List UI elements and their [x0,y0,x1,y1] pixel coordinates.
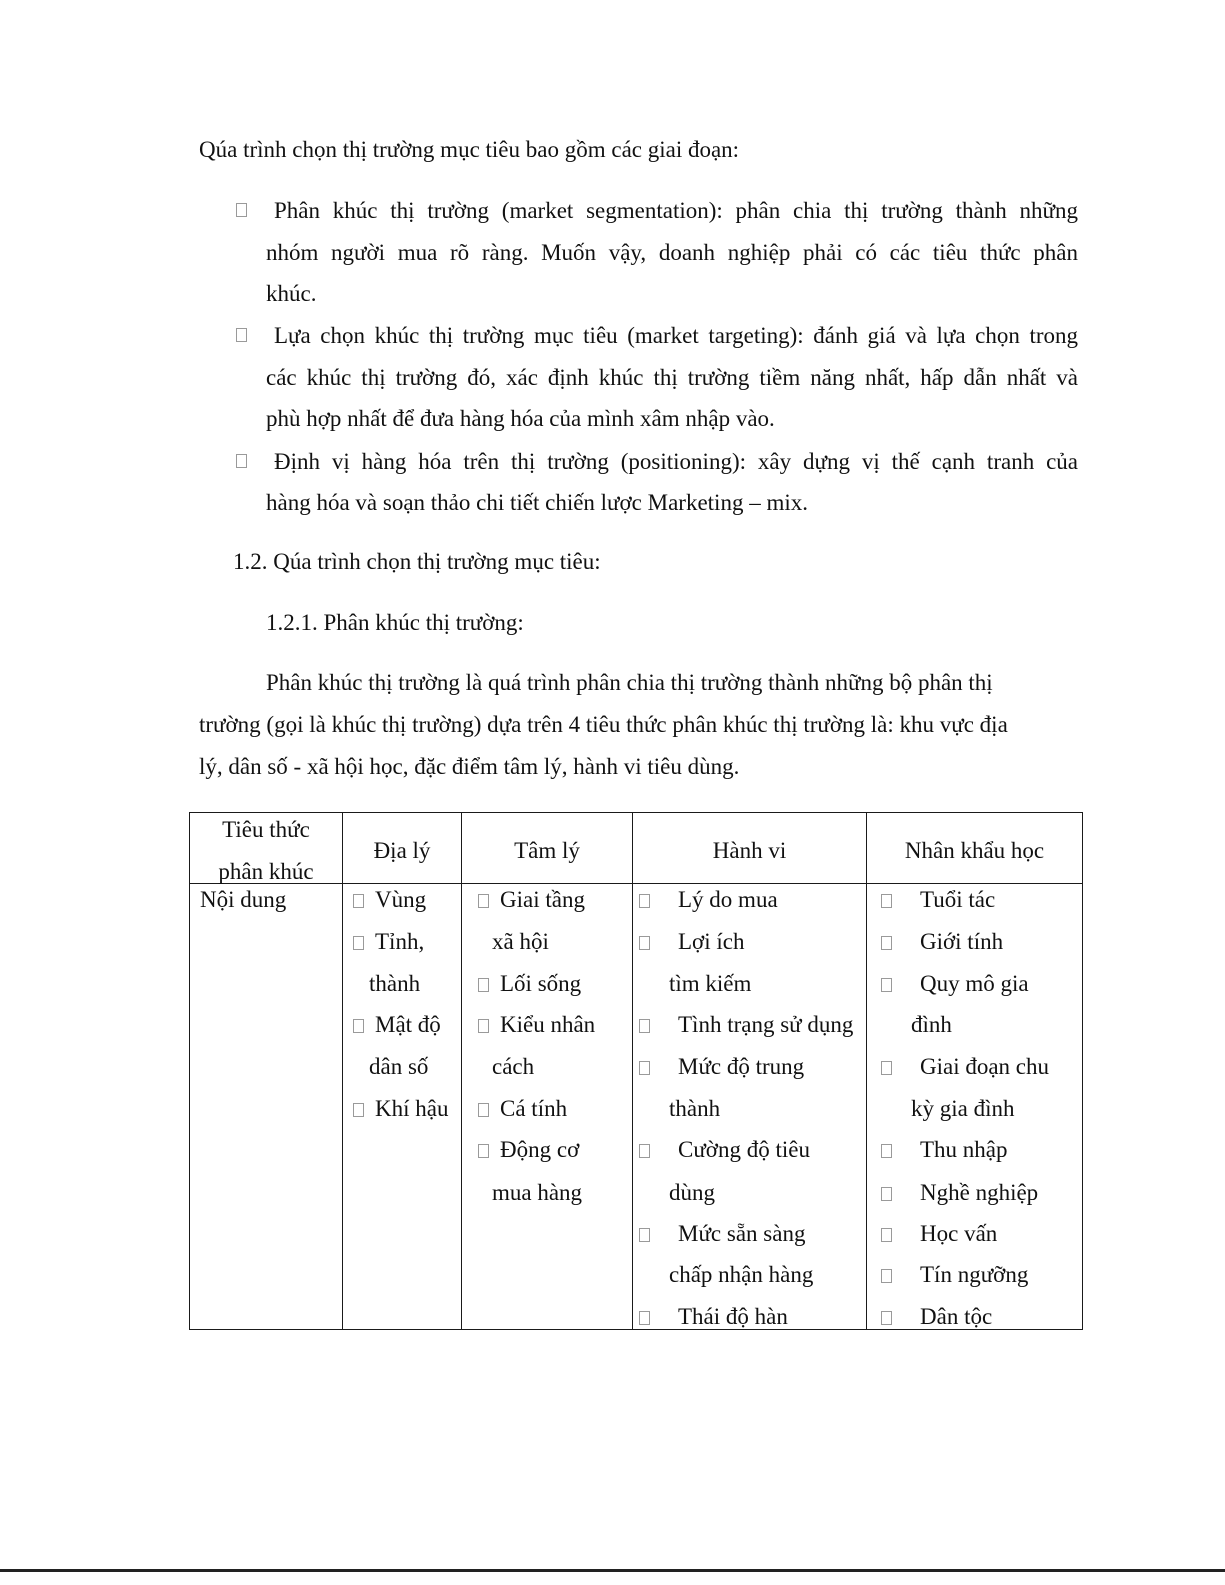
bullet-line: các khúc thị trường đó, xác định khúc thị trường tiềm năng nhất, hấp dẫn nhất và [266,365,1078,390]
list-item: Mức sẵn sàng [639,1222,805,1245]
checkbox-icon [478,1019,489,1033]
segmentation-table [189,812,1083,1330]
list-item-continuation: mua hàng [492,1180,583,1205]
checkbox-icon [236,454,247,468]
list-item: Vùng [353,888,426,911]
page-bottom-rule [0,1569,1225,1572]
list-item: Tín ngưỡng [881,1263,1028,1286]
row-label: Nội dung [200,887,287,912]
header-psy-label: Tâm lý [514,838,580,863]
bullet-line: nhóm người mua rõ ràng. Muốn vậy, doanh nghiệp phải có các tiêu thức phân [266,240,1078,265]
checkbox-icon [881,936,892,950]
header-criteria-line1: Tiêu thức [222,817,310,842]
list-item: Lối sống [478,972,581,995]
header-criteria [190,813,343,884]
checkbox-icon [478,894,489,908]
list-item-continuation: kỳ gia đình [911,1096,1015,1121]
checkbox-icon [236,203,247,217]
list-item-continuation: dân số [369,1054,429,1079]
list-item: Cá tính [478,1097,567,1120]
checkbox-icon [881,1269,892,1283]
checkbox-icon [353,1019,364,1033]
list-item: Thái độ hàn [639,1305,788,1328]
list-item: Thu nhập [881,1138,1008,1161]
list-item: Kiểu nhân [478,1013,595,1036]
list-item: Mật độ [353,1013,441,1036]
header-beh [633,813,867,884]
checkbox-icon [478,978,489,992]
checkbox-icon [353,894,364,908]
header-geo [343,813,462,884]
list-item: Học vấn [881,1222,997,1245]
list-item: Lợi ích [639,930,744,953]
list-item-continuation: thành [669,1096,721,1121]
list-item: Động cơ [478,1138,579,1161]
row-label-cell [190,884,343,1330]
checkbox-icon [881,1311,892,1325]
list-item: Giai đoạn chu [881,1055,1049,1078]
paragraph-line: trường (gọi là khúc thị trường) dựa trên 4 tiêu thức phân khúc thị trường là: khu vực địa [199,712,1008,737]
heading-1-2-1: 1.2.1. Phân khúc thị trường: [266,610,524,635]
list-item-continuation: xã hội [492,929,549,954]
bullet-line: Định vị hàng hóa trên thị trường (positioning): xây dựng vị thế cạnh tranh của [274,449,1078,474]
checkbox-icon [478,1103,489,1117]
intro-text: Qúa trình chọn thị trường mục tiêu bao gồm các giai đoạn: [199,137,740,162]
checkbox-icon [639,1228,650,1242]
beh-cell [633,884,867,1330]
list-item: Giới tính [881,930,1003,953]
bullet-line: phù hợp nhất để đưa hàng hóa của mình xâm nhập vào. [266,406,775,431]
demo-cell [867,884,1083,1330]
list-item: Giai tầng [478,888,585,911]
list-item: Nghề nghiệp [881,1181,1038,1204]
checkbox-icon [639,1019,650,1033]
list-item-continuation: dùng [669,1180,715,1205]
list-item: Quy mô gia [881,972,1029,995]
bullet-line: Lựa chọn khúc thị trường mục tiêu (market targeting): đánh giá và lựa chọn trong [274,323,1078,348]
header-demo [867,813,1083,884]
checkbox-icon [236,328,247,342]
checkbox-icon [881,894,892,908]
list-item: Lý do mua [639,888,778,911]
paragraph-line: lý, dân số - xã hội học, đặc điểm tâm lý, hành vi tiêu dùng. [199,754,740,779]
bullet-line: khúc. [266,281,317,306]
checkbox-icon [881,1061,892,1075]
checkbox-icon [881,1228,892,1242]
list-item-continuation: thành [369,971,421,996]
paragraph-line: Phân khúc thị trường là quá trình phân chia thị trường thành những bộ phân thị [266,670,993,695]
checkbox-icon [881,1144,892,1158]
table-row [190,884,1083,1330]
checkbox-icon [881,978,892,992]
checkbox-icon [353,1103,364,1117]
list-item: Cường độ tiêu [639,1138,810,1161]
list-item: Tình trạng sử dụng [639,1013,853,1036]
header-psy [462,813,633,884]
list-item-continuation: cách [492,1054,535,1079]
psy-cell [462,884,633,1330]
heading-1-2: 1.2. Qúa trình chọn thị trường mục tiêu: [233,549,601,574]
header-beh-label: Hành vi [712,838,787,863]
list-item: Khí hậu [353,1097,448,1120]
bullet-line: Phân khúc thị trường (market segmentation): phân chia thị trường thành những [274,198,1078,223]
checkbox-icon [881,1187,892,1201]
list-item-continuation: chấp nhận hàng [669,1262,814,1287]
geo-cell [343,884,462,1330]
checkbox-icon [353,936,364,950]
header-demo-label: Nhân khẩu học [904,838,1045,863]
list-item-continuation: tìm kiếm [669,971,752,996]
checkbox-icon [478,1144,489,1158]
checkbox-icon [639,1061,650,1075]
list-item: Tuổi tác [881,888,995,911]
checkbox-icon [639,894,650,908]
list-item-continuation: đình [911,1012,952,1037]
list-item: Mức độ trung [639,1055,804,1078]
table-header-row [190,813,1083,884]
list-item: Dân tộc [881,1305,992,1328]
list-item: Tỉnh, [353,930,424,953]
checkbox-icon [639,1311,650,1325]
header-criteria-line2: phân khúc [218,859,314,884]
checkbox-icon [639,936,650,950]
checkbox-icon [639,1144,650,1158]
header-geo-label: Địa lý [373,838,431,863]
bullet-line: hàng hóa và soạn thảo chi tiết chiến lược Marketing – mix. [266,490,808,515]
